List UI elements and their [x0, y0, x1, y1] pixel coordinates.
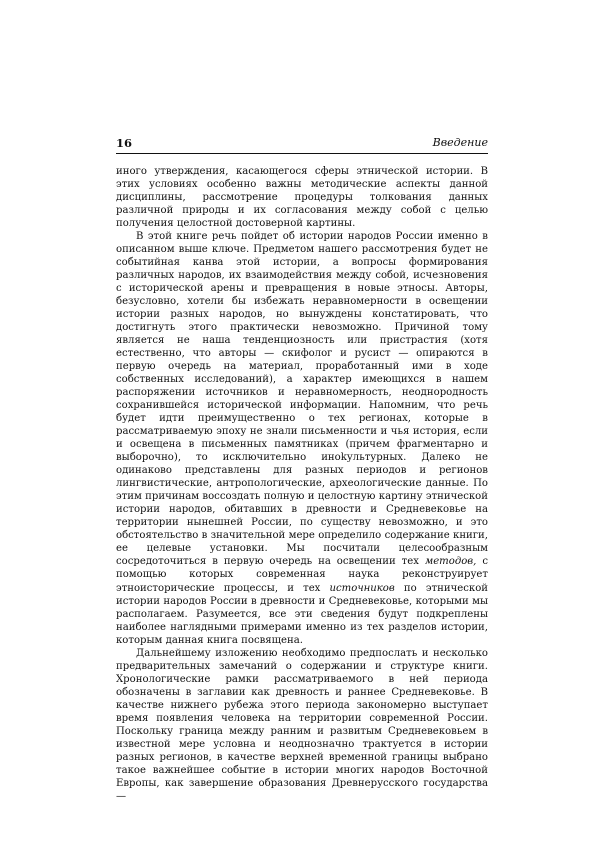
- book-page: [116, 136, 488, 803]
- paragraph-3-text: Дальнейшему изложению необходимо предпослать и несколько предварительных замечаний о содержании и структуре книги. Хронологические рамки рассматриваемого в ней периода обозначены в заглавии как древность и раннее Средневековье. В качестве нижнего рубежа этого периода закономерно выступает время появления человека на территории современной России. Поскольку граница между ранним и развитым Средневековьем в известной мере условна и неоднозначно трактуется в истории разных регионов, в качестве верхней временной границы выбрано такое важнейшее событие в истории многих народов Восточной Европы, как завершение образования Древнерусского государства —: [116, 647, 488, 802]
- paragraph-1: [116, 165, 488, 230]
- paragraph-2-text: В этой книге речь пойдет об истории народов России именно в описанном выше ключе. Предметом нашего рассмотрения будет не событийная канва этой истории, а вопросы формирования различных народов, их взаимодействия между собой, исчезновения с исторической арены и превращения в новые этносы. Авторы, безусловно, хотели бы избежать неравномерности в освещении истории разных народов, но вынуждены констатировать, что достигнуть этого практически невозможно. Причиной тому является не наша тенденциозность или пристрастия (хотя естественно, что авторы — скифолог и русист — опираются в первую очередь на материал, проработанный ими в ходе собственных исследований), а характер имеющихся в нашем распоряжении источников и неравномерность, неоднородность сохранившейся исторической информации. Напомним, что речь будет идти преимущественно о тех регионах, которые в рассматриваемую эпоху не знали письменности и чья история, если и освещена в письменных памятниках (причем фрагментарно и выборочно), то исключительно иноkультурных. Далеко не одинаково представлены для разных периодов и регионов лингвистические, антропологические, археологические данные. По этим причинам воссоздать полную и целостную картину этнической истории народов, обитавших в древности и Средневековье на территории нынешней России, по существу невозможно, и это обстоятельство в значительной мере определило содержание книги, ее целевые установки. Мы посчитали целесообразным сосредоточиться в первую очередь на освещении тех: [116, 231, 488, 568]
- running-head: Введение: [432, 136, 488, 149]
- page-number: 16: [116, 136, 133, 150]
- paragraph-2-mid: с помощью которых современная наука реконструирует этноисторические процессы, и тех: [116, 556, 488, 594]
- paragraph-2-tail: по этнической истории народов России в древности и Средневековье, которыми мы располагаем. Разумеется, все эти сведения будут подкреплены наиболее наглядными примерами именно из тех разделов истории, которым данная книга посвящена.: [116, 582, 489, 646]
- emphasis-sources: источников: [329, 582, 395, 594]
- emphasis-methods: методов,: [424, 556, 477, 568]
- paragraph-1-text: иного утверждения, касающегося сферы этнической истории. В этих условиях особенно важны методические аспекты данной дисциплины, рассмотрение процедуры толкования данных различной природы и их согласования между собой с целью получения целостной достоверной картины.: [116, 166, 488, 230]
- page-header: [116, 136, 488, 154]
- paragraph-3: [116, 647, 488, 803]
- paragraph-2: [116, 230, 488, 647]
